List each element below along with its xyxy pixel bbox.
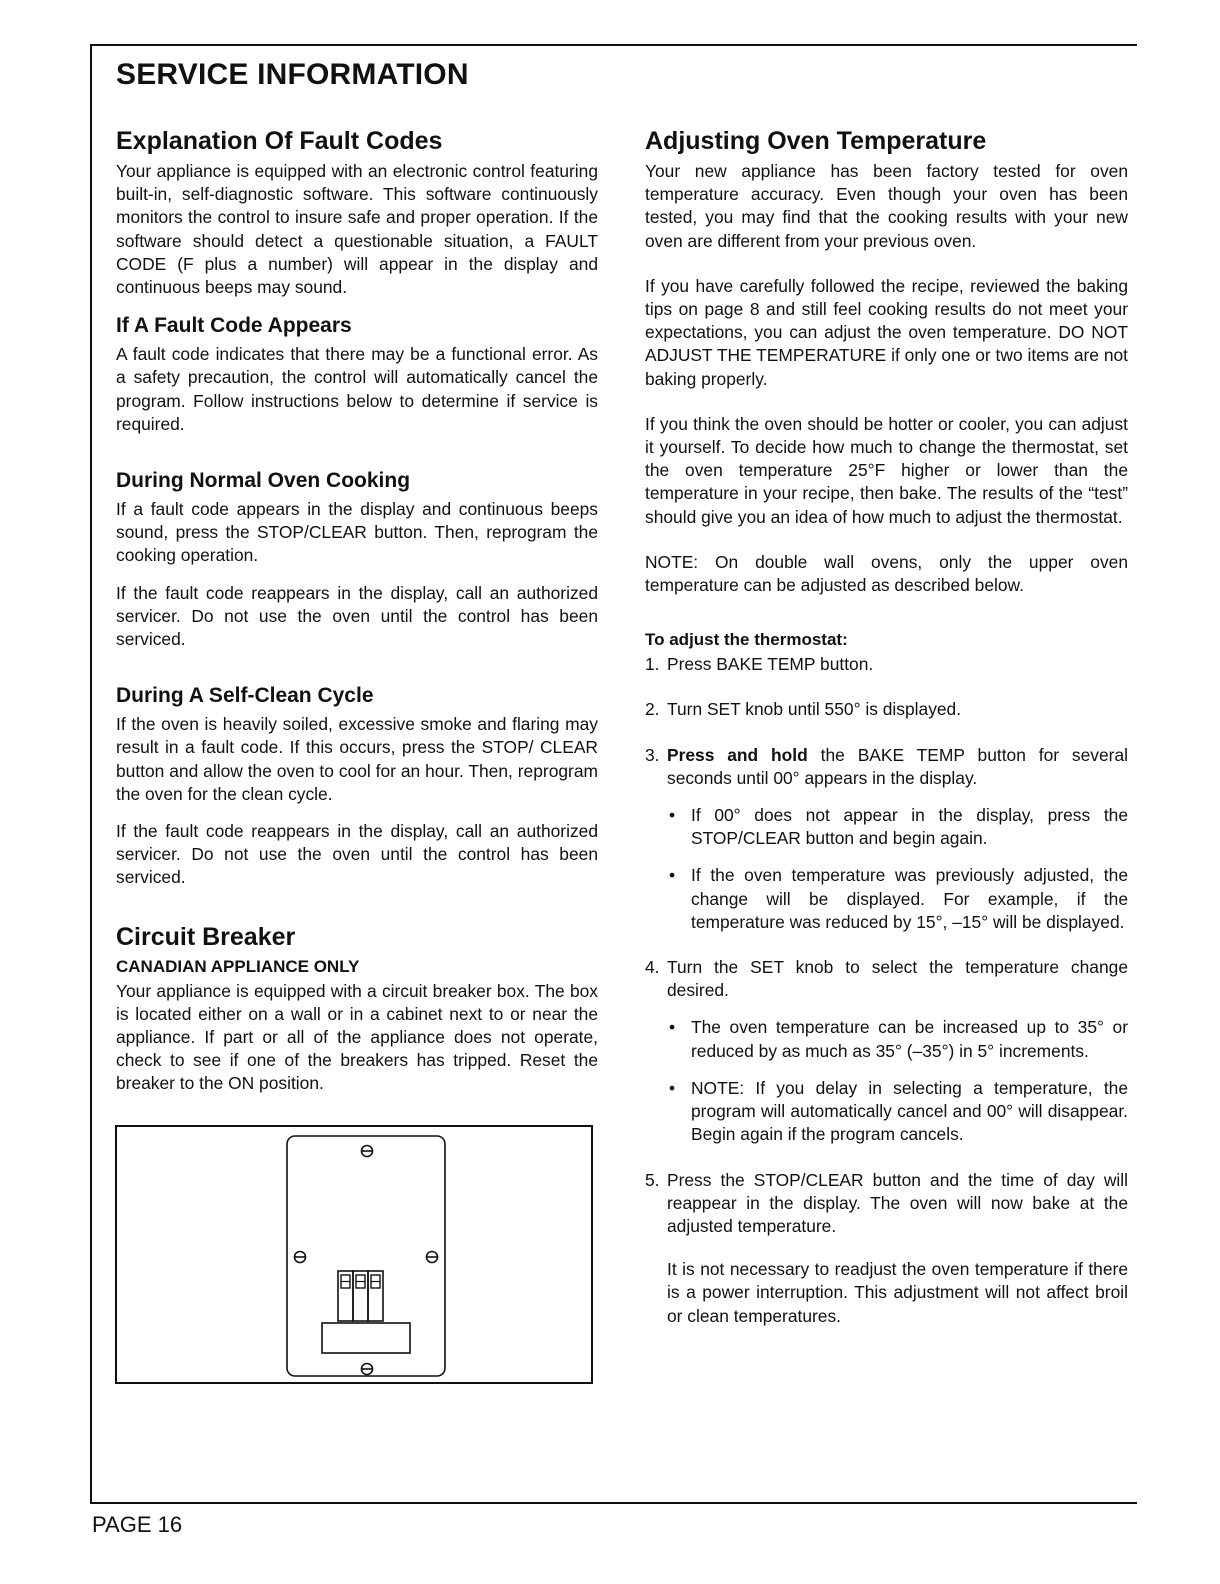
circuit-breaker-section: [116, 922, 598, 1096]
step-3: 3. Press and hold the BAKE TEMP button for several seconds until 00° appears in the display. • If 00° does not appear in the display, press the STOP/CLEAR button and begin again. • If the oven temperature was previously adjusted, the change will be displayed. For example, if the temperature was reduced by 15°, –15° will be displayed.: [645, 744, 1128, 934]
if-fault-section: [116, 313, 598, 436]
step-3-bullets: [667, 804, 1128, 934]
normal-cooking-section: [116, 468, 598, 651]
step-3-bold: Press and hold: [667, 744, 808, 765]
steps-heading: To adjust the thermostat:: [645, 630, 848, 650]
step-3-bullet-1-text: If 00° does not appear in the display, press the STOP/CLEAR button and begin again.: [691, 805, 1128, 849]
self-clean-section: [116, 683, 598, 889]
if-fault-body: A fault code indicates that there may be a functional error. As a safety precaution, the control will automatically cancel the program. Follow instructions below to determine if service is required.: [116, 344, 598, 434]
step-4-text: Turn the SET knob to select the temperature change desired.: [667, 957, 1128, 1001]
top-rule: [90, 44, 1137, 46]
adjusting-temp-para-1: Your new appliance has been factory tested for oven temperature accuracy. Even though your oven has been tested, you may find that the cooking results with your new oven are different from your previous oven.: [645, 161, 1128, 251]
double-oven-note: NOTE: On double wall ovens, only the upper oven temperature can be adjusted as described below.: [645, 551, 1128, 596]
breaker-label-plate: [322, 1323, 410, 1353]
page-number: PAGE 16: [92, 1512, 183, 1537]
screw-top: [362, 1146, 373, 1157]
screw-right: [427, 1252, 438, 1263]
circuit-breaker-body: Your appliance is equipped with a circuit breaker box. The box is located either on a wall or in a cabinet next to or near the appliance. If part or all of the appliance does not operate, check to see if one of the breakers has tripped. Reset the breaker to the ON position.: [116, 980, 598, 1094]
step-1-text: Press BAKE TEMP button.: [667, 654, 874, 675]
step-3-bullet-1: • If 00° does not appear in the display, press the STOP/CLEAR button and begin again.: [669, 805, 1128, 849]
circuit-breaker-subheading: CANADIAN APPLIANCE ONLY: [116, 956, 360, 976]
fault-codes-section: [116, 126, 598, 299]
step-5: 5. Press the STOP/CLEAR button and the time of day will reappear in the display. The oven will now bake at the adjusted temperature. It is not necessary to readjust the oven temperature if there is a power interruption. This adjustment will not affect broil or clean temperatures.: [645, 1169, 1128, 1328]
step-4-bullet-1-text: The oven temperature can be increased up to 35° or reduced by as much as 35° (–35°) in 5° increments.: [691, 1017, 1128, 1061]
fault-codes-heading: Explanation Of Fault Codes: [116, 127, 443, 155]
step-3-bullet-2-text: If the oven temperature was previously adjusted, the change will be displayed. For example, if the temperature was reduced by 15°, –15° will be displayed.: [691, 865, 1128, 932]
closing-note: It is not necessary to readjust the oven temperature if there is a power interruption. This adjustment will not affect broil or clean temperatures.: [667, 1259, 1128, 1326]
step-3-text: the BAKE TEMP button for several seconds until 00° appears in the display.: [667, 744, 1128, 788]
if-fault-heading: If A Fault Code Appears: [116, 314, 352, 338]
breaker-box-drawing: [117, 1127, 591, 1382]
normal-cooking-body-2: If the fault code reappears in the display, call an authorized servicer. Do not use the oven until the control has been serviced.: [116, 582, 598, 650]
self-clean-body-2: If the fault code reappears in the display, call an authorized servicer. Do not use the oven until the control has been serviced.: [116, 821, 598, 888]
screw-bottom: [362, 1364, 373, 1375]
step-3-bullet-2: • If the oven temperature was previously adjusted, the change will be displayed. For example, if the temperature was reduced by 15°, –15° will be displayed.: [669, 865, 1128, 932]
thermostat-steps: [645, 653, 1128, 1327]
adjusting-temp-para-2: If you have carefully followed the recipe, reviewed the baking tips on page 8 and still feel cooking results do not meet your expectations, you can adjust the oven temperature. DO NOT ADJUST THE TEMPERATURE if only one or two items are not baking properly.: [645, 275, 1128, 389]
left-rule: [90, 44, 92, 1504]
right-column: [645, 126, 1128, 1350]
step-2-text: Turn SET knob until 550° is displayed.: [667, 699, 962, 720]
adjusting-temp-para-3: If you think the oven should be hotter or cooler, you can adjust it yourself. To decide how much to change the thermostat, set the oven temperature 25°F higher or lower than the temperature in your recipe, then bake. The results of the “test” should give you an idea of how much to adjust the thermostat.: [645, 413, 1128, 527]
adjusting-temp-heading: Adjusting Oven Temperature: [645, 127, 987, 155]
step-4-bullet-2-text: NOTE: If you delay in selecting a temperature, the program will automatically cancel and 00° will disappear. Begin again if the program cancels.: [691, 1077, 1128, 1145]
step-4: 4. Turn the SET knob to select the temperature change desired. • The oven temperature can be increased up to 35° or reduced by as much as 35° (–35°) in 5° increments. • NOTE: If you delay in selecting a temperature, the program will automatically cancel and 00° will disappear. Begin again if the program cancels.: [645, 956, 1128, 1146]
self-clean-heading: During A Self-Clean Cycle: [116, 684, 374, 708]
step-4-bullet-2: • NOTE: If you delay in selecting a temperature, the program will automatically cancel and 00° will disappear. Begin again if the program cancels.: [669, 1077, 1128, 1145]
circuit-breaker-illustration: [115, 1125, 593, 1384]
breaker-panel-outline: [287, 1136, 445, 1376]
step-4-bullet-1: • The oven temperature can be increased up to 35° or reduced by as much as 35° (–35°) in 5° increments.: [669, 1017, 1128, 1061]
step-2: 2. Turn SET knob until 550° is displayed.: [645, 699, 962, 720]
breaker-switches: [338, 1271, 383, 1321]
fault-codes-body: Your appliance is equipped with an electronic control featuring built-in, self-diagnostic software. This software continuously monitors the control to insure safe and proper operation. If the software should detect a questionable situation, a FAULT CODE (F plus a number) will appear in the display and continuous beeps may sound.: [116, 161, 598, 298]
step-4-bullets: [667, 1016, 1128, 1146]
normal-cooking-heading: During Normal Oven Cooking: [116, 469, 411, 493]
step-5-text: Press the STOP/CLEAR button and the time of day will reappear in the display. The oven will now bake at the adjusted temperature.: [667, 1169, 1128, 1236]
self-clean-body-1: If the oven is heavily soiled, excessive smoke and flaring may result in a fault code. If this occurs, press the STOP/ CLEAR button and allow the oven to cool for an hour. Then, reprogram the oven for the clean cycle.: [116, 714, 598, 804]
step-1: 1. Press BAKE TEMP button.: [645, 654, 874, 675]
screw-left: [295, 1252, 306, 1263]
left-column: [116, 126, 598, 1096]
bottom-rule: [90, 1502, 1137, 1504]
page-title: SERVICE INFORMATION: [116, 58, 469, 91]
normal-cooking-body-1: If a fault code appears in the display and continuous beeps sound, press the STOP/CLEAR button. Then, reprogram the cooking operation.: [116, 499, 598, 566]
circuit-breaker-heading: Circuit Breaker: [116, 922, 296, 951]
